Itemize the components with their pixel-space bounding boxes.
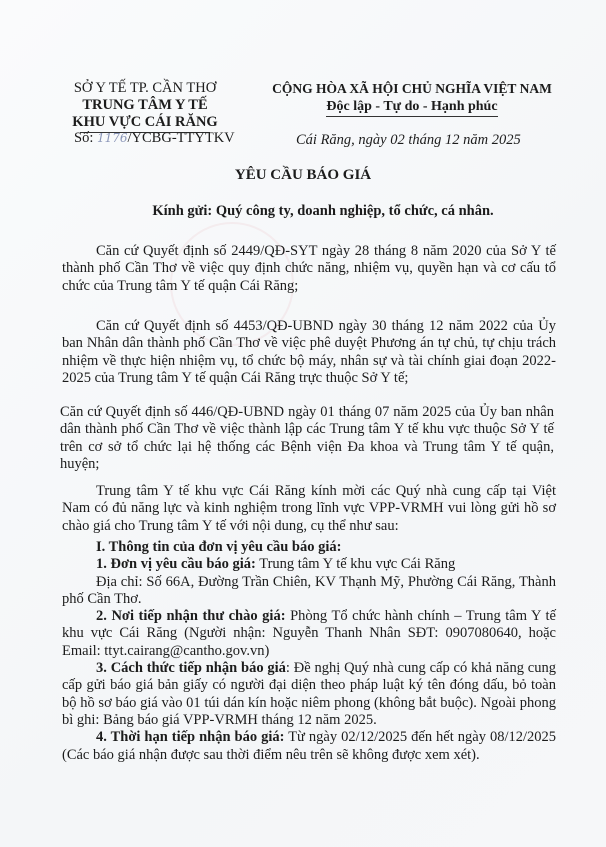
item-receiving-place: 2. Nơi tiếp nhận thư chào giá: Phòng Tổ chức hành chính – Trung tâm Y tế khu vực Cái Răng (Người nhận: Nguyễn Thanh Nhân SĐT: 0907080640, hoặc Email: ttyt.cairang@cantho.gov.vn): [62, 608, 556, 659]
section-heading: I. Thông tin của đơn vị yêu cầu báo giá:: [96, 539, 342, 555]
agency-name-line2: KHU VỰC CÁI RĂNG: [72, 114, 218, 130]
agency-name-line1: TRUNG TÂM Y TẾ: [82, 97, 208, 113]
item-address: Địa chỉ: Số 66A, Đường Trần Chiên, KV Thạnh Mỹ, Phường Cái Răng, Thành phố Cần Thơ.: [62, 573, 556, 607]
section-requester-info: [62, 539, 556, 764]
nation-name: CỘNG HÒA XÃ HỘI CHỦ NGHĨA VIỆT NAM: [272, 81, 552, 96]
document-number: [74, 130, 235, 147]
number-suffix: /YCBG-TTYTKV: [127, 130, 235, 146]
issuing-agency-header: [60, 80, 230, 131]
item-requesting-unit: 1. Đơn vị yêu cầu báo giá: Trung tâm Y tế khu vực Cái Răng: [96, 556, 456, 573]
number-prefix: Số:: [74, 130, 97, 146]
handwritten-number: 1176: [96, 131, 128, 145]
place-and-date: Cái Răng, ngày 02 tháng 12 năm 2025: [296, 132, 521, 148]
paragraph-invitation: Trung tâm Y tế khu vực Cái Răng kính mời các Quý nhà cung cấp tại Việt Nam có đủ năng lực và kinh nghiệm trong lĩnh vực VPP-VRMH vui lòng gửi hồ sơ chào giá cho Trung tâm Y tế với nội dung, cụ thể như sau:: [62, 483, 556, 534]
agency-parent: SỞ Y TẾ TP. CẦN THƠ: [73, 80, 217, 96]
item-deadline: 4. Thời hạn tiếp nhận báo giá: Từ ngày 02/12/2025 đến hết ngày 08/12/2025 (Các báo giá nhận được sau thời điểm nêu trên sẽ không được xem xét).: [62, 729, 556, 763]
document-title: YÊU CẦU BÁO GIÁ: [234, 167, 372, 183]
paragraph-legal-basis-2: Căn cứ Quyết định số 4453/QĐ-UBND ngày 30 tháng 12 năm 2022 của Ủy ban Nhân dân thành phố Cần Thơ về việc phê duyệt Phương án tự chủ, tự chịu trách nhiệm về thực hiện nhiệm vụ, tổ chức bộ máy, nhân sự và tài chính giai đoạn 2022-2025 của Trung tâm Y tế quận Cái Răng trực thuộc Sở Y tế;: [62, 318, 556, 386]
paragraph-legal-basis-3: Căn cứ Quyết định số 446/QĐ-UBND ngày 01 tháng 07 năm 2025 của Ủy ban nhân dân thành phố Cần Thơ về việc thành lập các Trung tâm Y tế khu vực thuộc Sở Y tế trên cơ sở tổ chức lại hệ thống các Bệnh viện Đa khoa và Trung tâm Y tế quận, huyện;: [60, 404, 554, 472]
paragraph-legal-basis-1: Căn cứ Quyết định số 2449/QĐ-SYT ngày 28 tháng 8 năm 2020 của Sở Y tế thành phố Cần Thơ về việc quy định chức năng, nhiệm vụ, quyền hạn và cơ cấu tổ chức của Trung tâm Y tế quận Cái Răng;: [62, 243, 556, 294]
national-motto: Độc lập - Tự do - Hạnh phúc: [326, 99, 498, 114]
national-header: [262, 80, 562, 115]
greeting-line: Kính gửi: Quý công ty, doanh nghiệp, tổ chức, cá nhân.: [152, 203, 494, 219]
item-receiving-method: 3. Cách thức tiếp nhận báo giá: Đề nghị Quý nhà cung cấp có khả năng cung cấp gửi báo giá bản giấy có người đại diện theo pháp luật ký tên đóng dấu, bỏ toàn bộ hồ sơ báo giá vào 01 túi dán kín hoặc niêm phong (không bắt buộc). Ngoài phong bì ghi: Bảng báo giá VPP-VRMH tháng 12 năm 2025.: [62, 660, 556, 728]
